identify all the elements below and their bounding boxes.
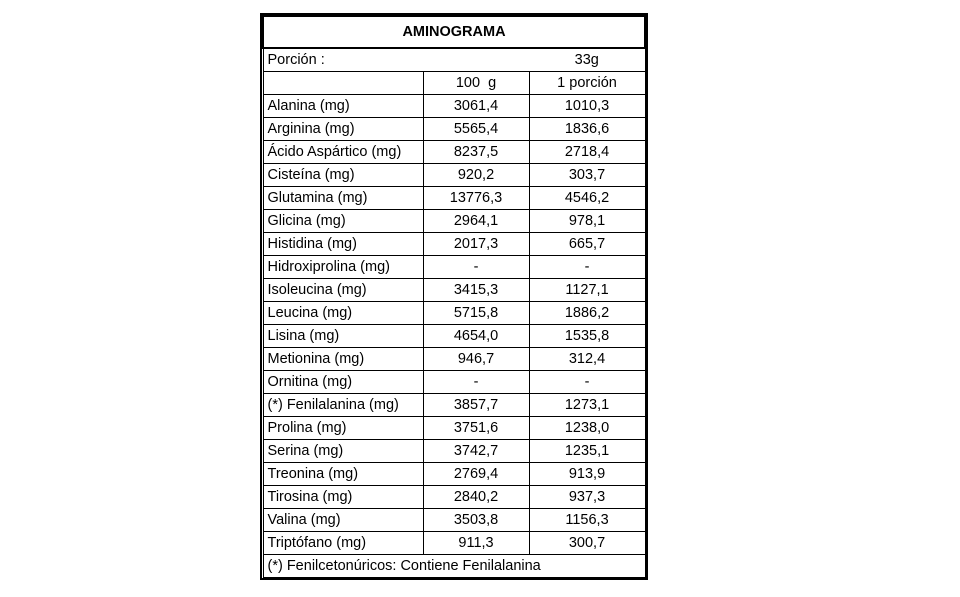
amino-acid-name: Tirosina (mg) xyxy=(263,486,423,509)
title-row xyxy=(263,16,645,48)
value-per-portion: 2718,4 xyxy=(529,141,645,164)
portion-label: Porción : xyxy=(263,48,529,72)
value-per100: 13776,3 xyxy=(423,187,529,210)
value-per-portion: 937,3 xyxy=(529,486,645,509)
table-row xyxy=(263,348,645,371)
value-per-portion: 978,1 xyxy=(529,210,645,233)
value-per100: 5565,4 xyxy=(423,118,529,141)
table-row xyxy=(263,233,645,256)
header-blank-cell xyxy=(263,72,423,95)
amino-acid-name: Alanina (mg) xyxy=(263,95,423,118)
table-row xyxy=(263,440,645,463)
amino-acid-name: (*) Fenilalanina (mg) xyxy=(263,394,423,417)
value-per-portion: 1010,3 xyxy=(529,95,645,118)
value-per-portion: 1238,0 xyxy=(529,417,645,440)
header-per-portion: 1 porción xyxy=(529,72,645,95)
value-per100: 4654,0 xyxy=(423,325,529,348)
amino-acid-name: Leucina (mg) xyxy=(263,302,423,325)
amino-acid-name: Serina (mg) xyxy=(263,440,423,463)
amino-acid-name: Lisina (mg) xyxy=(263,325,423,348)
table-row xyxy=(263,118,645,141)
value-per-portion: 312,4 xyxy=(529,348,645,371)
amino-acid-name: Treonina (mg) xyxy=(263,463,423,486)
value-per100: 3742,7 xyxy=(423,440,529,463)
value-per-portion: 1836,6 xyxy=(529,118,645,141)
aminogram-table xyxy=(262,15,646,578)
value-per-portion: 665,7 xyxy=(529,233,645,256)
value-per100: 2017,3 xyxy=(423,233,529,256)
value-per-portion: 1235,1 xyxy=(529,440,645,463)
table-row xyxy=(263,509,645,532)
table-row xyxy=(263,210,645,233)
value-per-portion: 300,7 xyxy=(529,532,645,555)
column-header-row xyxy=(263,72,645,95)
value-per-portion: 303,7 xyxy=(529,164,645,187)
table-row xyxy=(263,486,645,509)
value-per100: 2769,4 xyxy=(423,463,529,486)
value-per-portion: - xyxy=(529,371,645,394)
amino-acid-name: Histidina (mg) xyxy=(263,233,423,256)
table-row xyxy=(263,371,645,394)
table-row xyxy=(263,164,645,187)
value-per100: 920,2 xyxy=(423,164,529,187)
value-per100: 3857,7 xyxy=(423,394,529,417)
table-row xyxy=(263,463,645,486)
value-per100: 8237,5 xyxy=(423,141,529,164)
value-per-portion: - xyxy=(529,256,645,279)
value-per100: 5715,8 xyxy=(423,302,529,325)
amino-acid-name: Ácido Aspártico (mg) xyxy=(263,141,423,164)
amino-acid-name: Isoleucina (mg) xyxy=(263,279,423,302)
table-row xyxy=(263,279,645,302)
table-row xyxy=(263,325,645,348)
value-per100: 3751,6 xyxy=(423,417,529,440)
table-title: AMINOGRAMA xyxy=(263,16,645,48)
value-per-portion: 1127,1 xyxy=(529,279,645,302)
amino-acid-name: Arginina (mg) xyxy=(263,118,423,141)
table-row xyxy=(263,302,645,325)
value-per100: 911,3 xyxy=(423,532,529,555)
table-row xyxy=(263,141,645,164)
table-row xyxy=(263,394,645,417)
value-per-portion: 4546,2 xyxy=(529,187,645,210)
amino-acid-name: Glutamina (mg) xyxy=(263,187,423,210)
value-per-portion: 1273,1 xyxy=(529,394,645,417)
portion-value: 33g xyxy=(529,48,645,72)
value-per-portion: 913,9 xyxy=(529,463,645,486)
value-per100: - xyxy=(423,256,529,279)
amino-acid-name: Prolina (mg) xyxy=(263,417,423,440)
value-per100: 946,7 xyxy=(423,348,529,371)
amino-acid-name: Metionina (mg) xyxy=(263,348,423,371)
table-row xyxy=(263,95,645,118)
value-per-portion: 1156,3 xyxy=(529,509,645,532)
table-row xyxy=(263,417,645,440)
portion-row xyxy=(263,48,645,72)
footnote-row xyxy=(263,555,645,578)
amino-acid-name: Cisteína (mg) xyxy=(263,164,423,187)
amino-acid-name: Hidroxiprolina (mg) xyxy=(263,256,423,279)
amino-acid-name: Ornitina (mg) xyxy=(263,371,423,394)
value-per100: 3503,8 xyxy=(423,509,529,532)
amino-acid-name: Valina (mg) xyxy=(263,509,423,532)
value-per100: - xyxy=(423,371,529,394)
table-row xyxy=(263,187,645,210)
table-row xyxy=(263,532,645,555)
value-per100: 3061,4 xyxy=(423,95,529,118)
table-row xyxy=(263,256,645,279)
header-per100: 100 g xyxy=(423,72,529,95)
value-per-portion: 1886,2 xyxy=(529,302,645,325)
value-per100: 2840,2 xyxy=(423,486,529,509)
amino-acid-name: Glicina (mg) xyxy=(263,210,423,233)
footnote: (*) Fenilcetonúricos: Contiene Fenilalanina xyxy=(263,555,645,578)
value-per-portion: 1535,8 xyxy=(529,325,645,348)
value-per100: 2964,1 xyxy=(423,210,529,233)
value-per100: 3415,3 xyxy=(423,279,529,302)
amino-acid-name: Triptófano (mg) xyxy=(263,532,423,555)
